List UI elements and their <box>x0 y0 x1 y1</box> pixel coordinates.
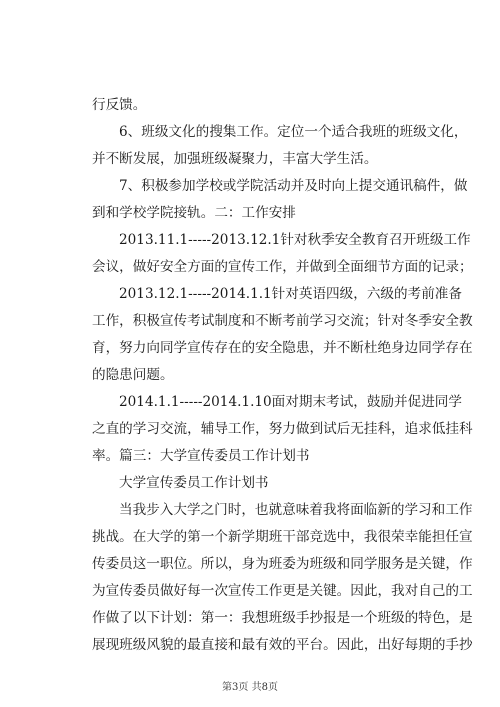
text-line: 行反馈。 <box>92 97 147 113</box>
text-line: 2013.11.1-----2013.12.1针对秋季安全教育召开班级工作 <box>119 232 471 248</box>
text-line: 之直的学习交流，辅导工作，努力做到试后无挂科，追求低挂科 <box>92 421 473 437</box>
text-line: 2013.12.1-----2014.1.1针对英语四级，六级的考前准备 <box>119 286 462 302</box>
text-line: 育，努力向同学宣传存在的安全隐患，并不断杜绝身边同学存在 <box>92 340 473 356</box>
text-line: 6、班级文化的搜集工作。定位一个适合我班的班级文化， <box>119 124 468 140</box>
text-line: 2014.1.1-----2014.1.10面对期末考试，鼓励并促进同学 <box>119 394 462 410</box>
section-title: 大学宣传委员工作计划书 <box>119 475 269 491</box>
text-line: 当我步入大学之门时，也就意味着我将面临新的学习和工作 <box>119 502 473 518</box>
text-line: 7、积极参加学校或学院活动并及时向上提交通讯稿件，做 <box>119 178 468 194</box>
text-line: 会议，做好安全方面的宣传工作，并做到全面细节方面的记录； <box>92 259 473 275</box>
text-line: 作做了以下计划：第一：我想班级手抄报是一个班级的特色，是 <box>92 610 473 626</box>
text-line: 为宣传委员做好每一次宣传工作更是关键。因此，我对自己的工 <box>92 583 473 599</box>
text-line: 的隐患问题。 <box>92 367 174 383</box>
text-line: 工作，积极宣传考试制度和不断考前学习交流；针对冬季安全教 <box>92 313 473 329</box>
text-line: 到和学校学院接轨。二：工作安排 <box>92 205 296 221</box>
text-line: 挑战。在大学的第一个新学期班干部竞选中，我很荣幸能担任宣 <box>92 529 473 545</box>
text-line: 传委员这一职位。所以，身为班委为班级和同学服务是关键，作 <box>92 556 473 572</box>
document-body <box>92 92 473 659</box>
text-line: 展现班级风貌的最直接和最有效的平台。因此，出好每期的手抄 <box>92 637 473 653</box>
page-number-footer: 第3页 共8页 <box>222 682 278 693</box>
text-line: 率。篇三：大学宣传委员工作计划书 <box>92 448 310 464</box>
text-line: 并不断发展，加强班级凝聚力，丰富大学生活。 <box>92 151 378 167</box>
